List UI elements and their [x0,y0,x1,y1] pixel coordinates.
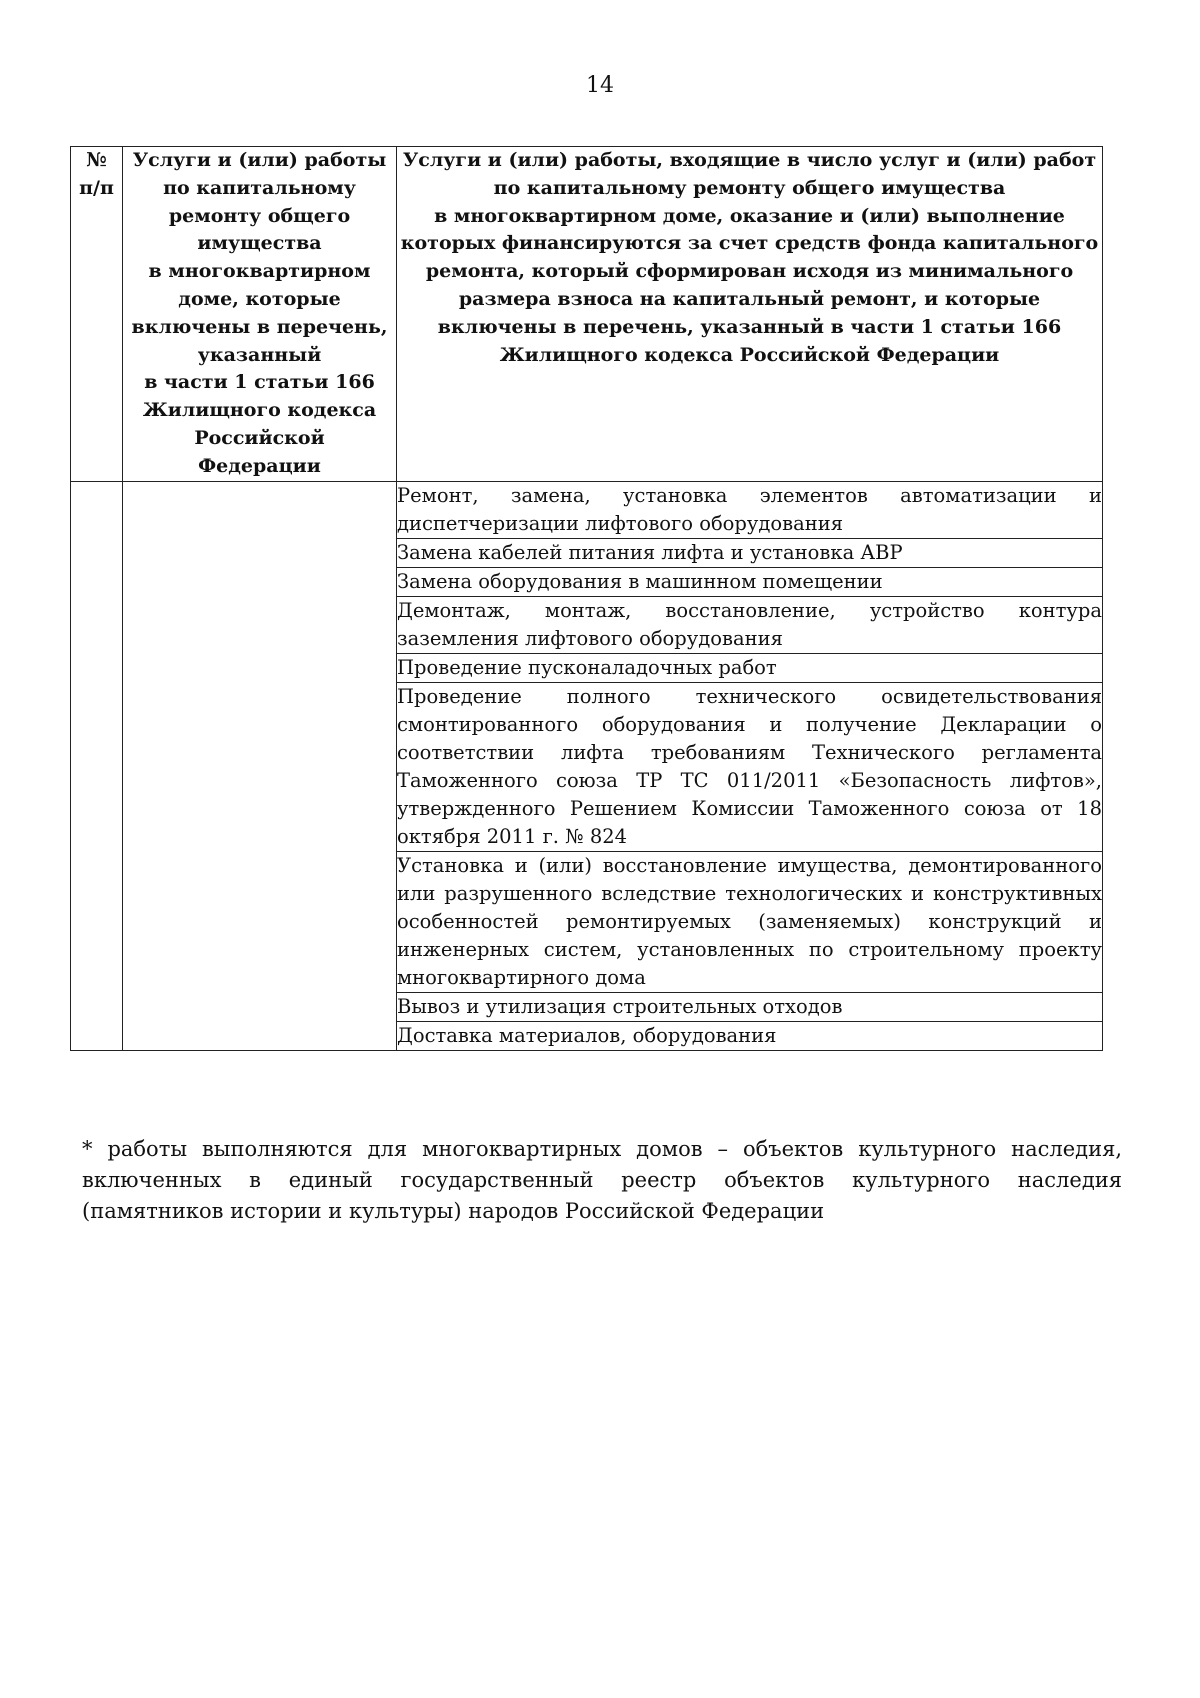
empty-service-cell [123,482,397,1051]
work-item: Доставка материалов, оборудования [397,1022,1103,1051]
header-line: п/п [79,176,114,199]
header-line: Услуги и (или) работы, входящие в число услуг и (или) работ [402,149,1097,171]
header-line: которых финансируются за счет средств фонда капитального [400,232,1099,255]
work-item: Проведение пусконаладочных работ [397,654,1103,683]
header-line: Жилищного кодекса Российской Федерации [499,343,1000,366]
header-line: по капитальному [163,176,356,199]
header-services-column [123,147,397,482]
header-included-works-column [397,147,1103,482]
header-line: включены в перечень, указанный в части 1 статьи 166 [437,315,1062,338]
header-line: ремонта, который сформирован исходя из минимального [425,260,1074,283]
header-line: в части 1 статьи 166 [144,371,375,394]
work-item: Замена оборудования в машинном помещении [397,568,1103,597]
header-line: Жилищного кодекса [142,399,377,422]
header-line: доме, которые [178,287,341,310]
work-item: Установка и (или) восстановление имущества, демонтированного или разрушенного вследствие технологических и конструктивных особенностей ремонтируемых (заменяемых) конструкций и инженерных систем, установленных по строительному проекту многоквартирного дома [397,852,1103,993]
work-item: Замена кабелей питания лифта и установка АВР [397,539,1103,568]
header-line: в многоквартирном [148,260,371,283]
work-item: Демонтаж, монтаж, восстановление, устройство контура заземления лифтового оборудования [397,597,1103,654]
page-number: 14 [586,73,614,98]
footnote-line: включенных в единый государственный реестр объектов культурного наследия [82,1168,1122,1192]
header-line: указанный [197,343,322,366]
header-line: по капитальному ремонту общего имущества [493,176,1006,199]
footnote [82,1134,1122,1227]
footnote-line: * работы выполняются для многоквартирных домов – объектов культурного наследия, [82,1137,1122,1161]
header-number-column [71,147,123,482]
empty-number-cell [71,482,123,1051]
header-line: Федерации [198,454,321,477]
work-item: Ремонт, замена, установка элементов автоматизации и диспетчеризации лифтового оборудования [397,482,1103,539]
footnote-line: (памятников истории и культуры) народов Российской Федерации [82,1199,825,1223]
header-line: ремонту общего [168,204,351,227]
header-line: размера взноса на капитальный ремонт, и которые [458,287,1041,310]
header-line: Услуги и (или) работы [132,149,387,171]
work-item: Вывоз и утилизация строительных отходов [397,993,1103,1022]
header-line: включены в перечень, [131,315,388,338]
table-row [71,482,1103,539]
header-line: Российской [194,426,325,449]
table-header-row [71,147,1103,482]
header-line: № [86,149,107,171]
header-line: в многоквартирном доме, оказание и (или) выполнение [434,204,1065,227]
header-line: имущества [197,232,322,255]
work-item: Проведение полного технического освидетельствования смонтированного оборудования и получение Декларации о соответствии лифта требованиям Технического регламента Таможенного союза ТР ТС 011/2011 «Безопасность лифтов», утвержденного Решением Комиссии Таможенного союза от 18 октября 2011 г. № 824 [397,683,1103,852]
capital-repair-services-table [70,146,1103,1051]
